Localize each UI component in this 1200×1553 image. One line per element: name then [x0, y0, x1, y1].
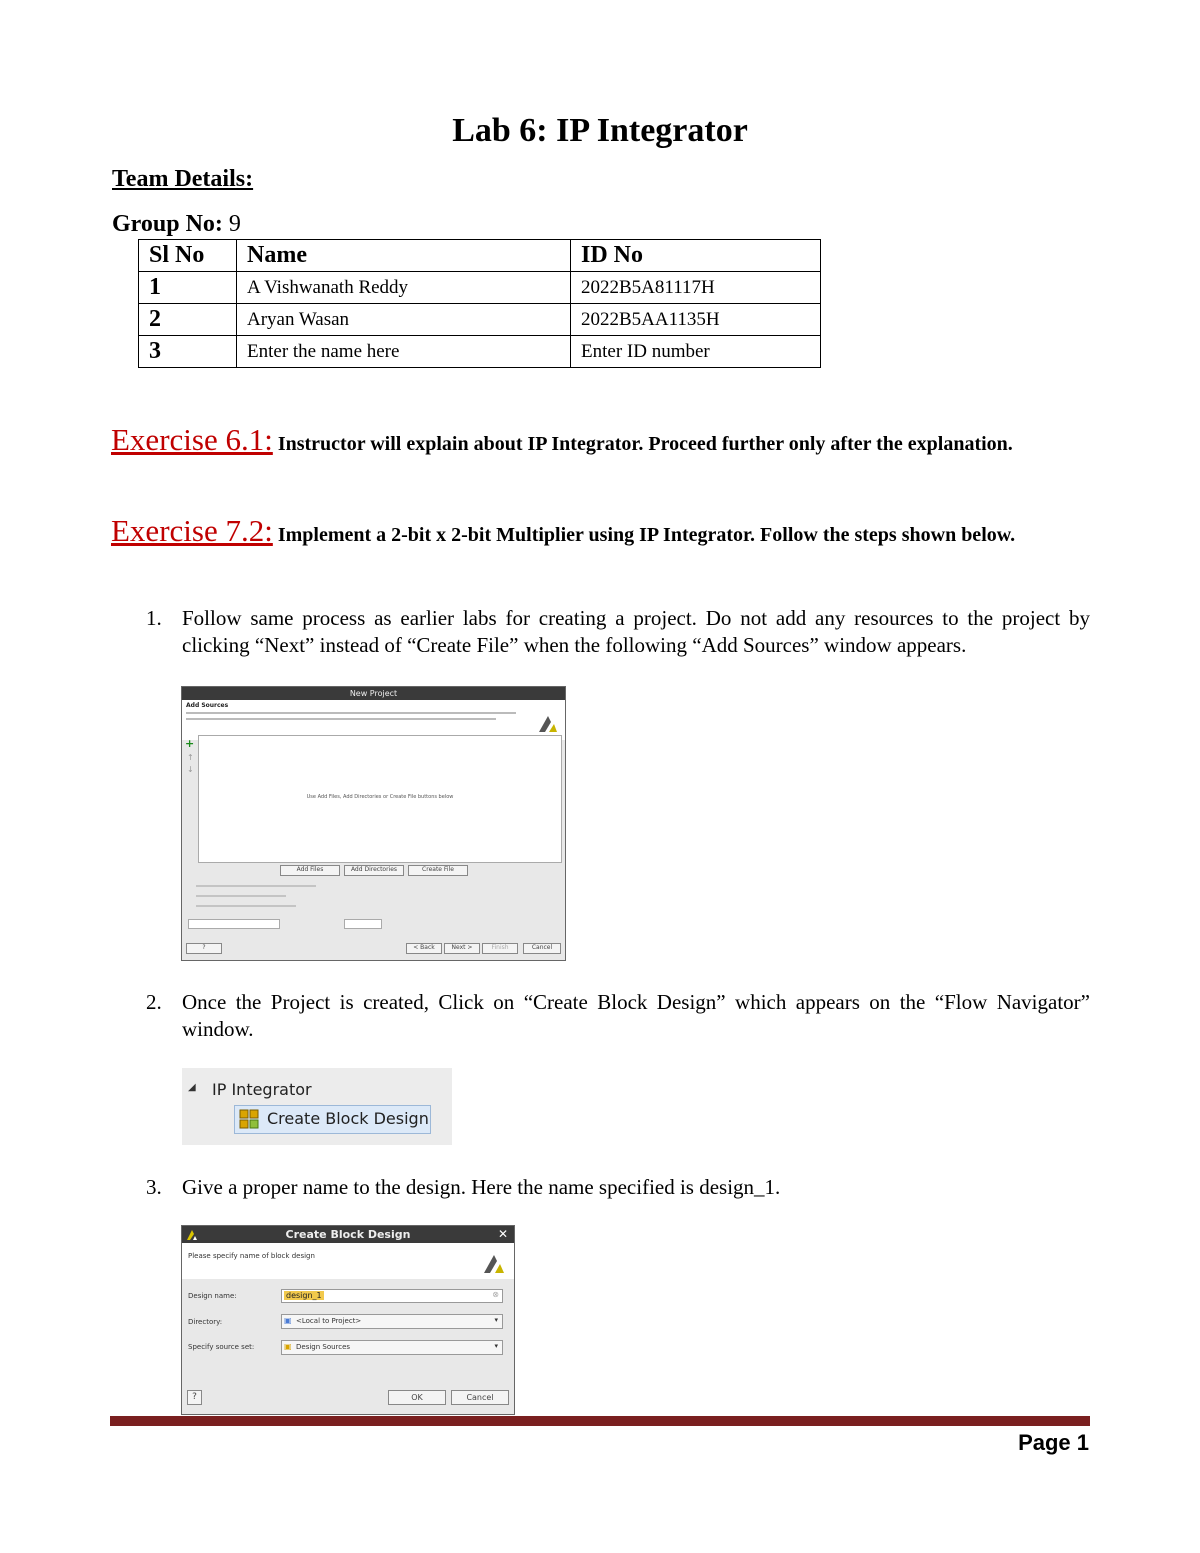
exercise-text: Instructor will explain about IP Integrator. Proceed further only after the explanation. [272, 433, 1013, 455]
directory-label: Directory: [188, 1318, 223, 1326]
cell-id: Enter ID number [571, 336, 821, 368]
empty-hint: Use Add Files, Add Directories or Create File buttons below [306, 794, 454, 800]
design-name-value: design_1 [286, 1291, 322, 1300]
block-design-icon [239, 1109, 259, 1129]
dialog-header [182, 1243, 514, 1279]
cell-name: A Vishwanath Reddy [237, 272, 571, 304]
step-1 [146, 605, 1090, 659]
cell-sl: 2 [139, 304, 237, 336]
cancel-button[interactable]: Cancel [451, 1390, 509, 1405]
cell-id: 2022B5AA1135H [571, 304, 821, 336]
add-directories-button[interactable]: Add Directories [344, 865, 404, 876]
step-number: 3. [146, 1175, 162, 1199]
table-row [139, 272, 821, 304]
cell-sl: 3 [139, 336, 237, 368]
exercise-7-2 [111, 513, 1089, 550]
clear-icon[interactable]: ⊗ [492, 1290, 499, 1299]
simulator-language-select[interactable] [344, 919, 382, 929]
folder-icon: ▣ [284, 1316, 292, 1325]
group-label: Group No: [112, 211, 223, 237]
source-set-value: Design Sources [296, 1343, 351, 1351]
step-text: Once the Project is created, Click on “Create Block Design” which appears on the “Flow Navigator” window. [182, 990, 1090, 1041]
app-icon [186, 1229, 198, 1241]
step-3 [146, 1174, 1090, 1201]
option-line [196, 905, 296, 907]
team-table [138, 239, 821, 368]
page-number: Page 1 [1018, 1430, 1089, 1455]
header-id-no: ID No [571, 240, 821, 272]
create-block-design-label: Create Block Design [267, 1109, 429, 1128]
design-name-label: Design name: [188, 1292, 237, 1300]
folder-icon: ▣ [284, 1342, 292, 1351]
footer-rule [110, 1416, 1090, 1426]
help-button[interactable]: ? [186, 943, 222, 954]
collapse-icon[interactable]: ◢ [188, 1082, 196, 1093]
add-sources-screenshot [181, 686, 566, 961]
cell-id: 2022B5A81117H [571, 272, 821, 304]
finish-button[interactable]: Finish [482, 943, 518, 954]
exercise-label: Exercise 6.1: [111, 422, 273, 457]
move-down-icon[interactable]: ↓ [187, 765, 194, 774]
section-title: Add Sources [186, 702, 229, 709]
add-icon[interactable]: + [185, 737, 195, 750]
source-set-select[interactable] [281, 1340, 503, 1355]
table-row [139, 336, 821, 368]
header-sl-no: Sl No [139, 240, 237, 272]
table-header-row [139, 240, 821, 272]
directory-value: <Local to Project> [296, 1317, 362, 1325]
cancel-button[interactable]: Cancel [523, 943, 561, 954]
option-line [196, 895, 286, 897]
table-row [139, 304, 821, 336]
xilinx-logo-icon [537, 712, 559, 734]
text-line [186, 718, 496, 720]
cell-sl: 1 [139, 272, 237, 304]
move-up-icon[interactable]: ↑ [187, 753, 194, 762]
step-text: Follow same process as earlier labs for creating a project. Do not add any resources to the project by clicking “Next” instead of “Create File” when the following “Add Sources” window appears. [182, 606, 1090, 657]
exercise-text: Implement a 2-bit x 2-bit Multiplier using IP Integrator. Follow the steps shown below. [272, 524, 1016, 546]
add-files-button[interactable]: Add Files [280, 865, 340, 876]
create-file-button[interactable]: Create File [408, 865, 468, 876]
header-name: Name [237, 240, 571, 272]
group-number [112, 211, 241, 238]
chevron-down-icon: ▾ [494, 1316, 498, 1324]
source-set-label: Specify source set: [188, 1343, 255, 1351]
create-block-design-link[interactable] [234, 1105, 431, 1134]
target-language-select[interactable] [188, 919, 280, 929]
dialog-prompt: Please specify name of block design [188, 1252, 315, 1260]
create-block-design-dialog [181, 1225, 515, 1415]
ip-integrator-section: IP Integrator [212, 1080, 312, 1099]
help-button[interactable]: ? [187, 1390, 202, 1405]
back-button[interactable]: < Back [406, 943, 442, 954]
step-2 [146, 989, 1090, 1043]
text-line [186, 712, 516, 714]
design-name-input[interactable] [281, 1289, 503, 1303]
team-details-heading: Team Details: [112, 166, 254, 192]
exercise-6-1 [111, 422, 1089, 459]
exercise-label: Exercise 7.2: [111, 513, 273, 548]
sources-list[interactable] [198, 735, 562, 863]
cell-name: Aryan Wasan [237, 304, 571, 336]
group-value: 9 [228, 211, 241, 237]
window-titlebar: New Project [182, 687, 565, 700]
header-area [182, 700, 565, 740]
xilinx-logo-icon [482, 1251, 506, 1275]
chevron-down-icon: ▾ [494, 1342, 498, 1350]
next-button[interactable]: Next > [444, 943, 480, 954]
dialog-titlebar: Create Block Design [182, 1226, 514, 1243]
option-line [196, 885, 316, 887]
page-title: Lab 6: IP Integrator [452, 112, 748, 149]
flow-navigator-screenshot [182, 1068, 452, 1145]
step-number: 2. [146, 990, 162, 1014]
step-text: Give a proper name to the design. Here the name specified is design_1. [182, 1175, 781, 1199]
cell-name: Enter the name here [237, 336, 571, 368]
ok-button[interactable]: OK [388, 1390, 446, 1405]
close-icon[interactable]: ✕ [497, 1227, 508, 1241]
directory-select[interactable] [281, 1314, 503, 1329]
step-number: 1. [146, 606, 162, 630]
